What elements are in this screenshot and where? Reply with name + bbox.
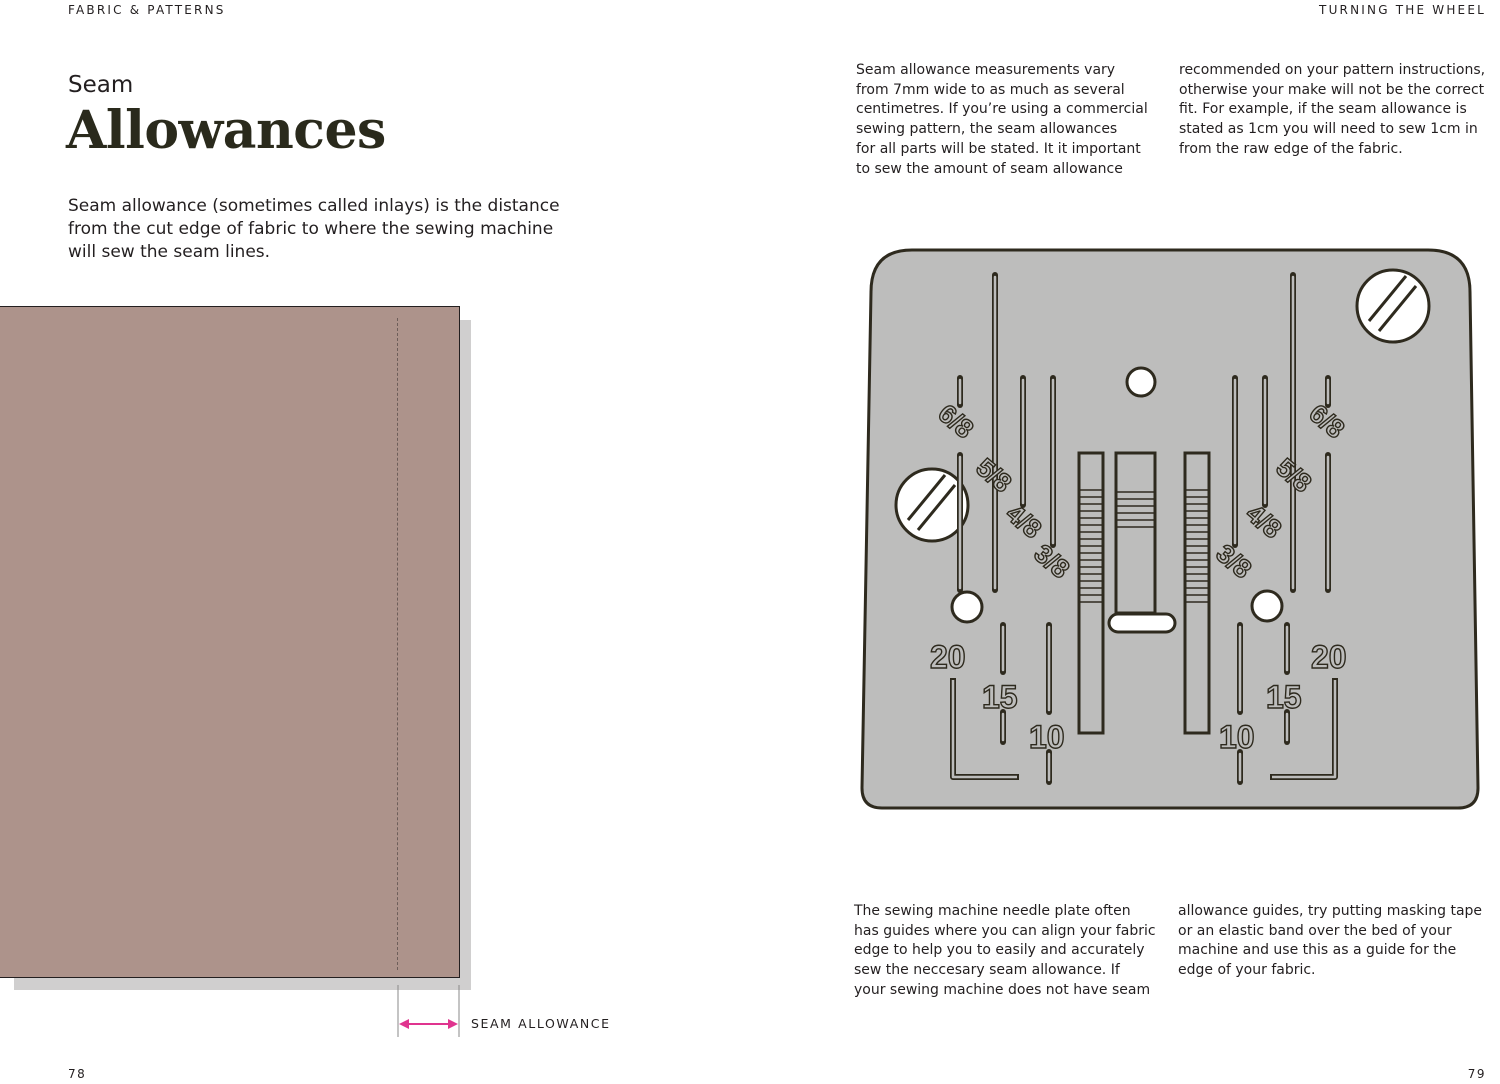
intro-line: will sew the seam lines. bbox=[68, 242, 271, 262]
intro-line: from the cut edge of fabric to where the sewing machine bbox=[68, 219, 554, 239]
needle-slot-icon bbox=[1109, 614, 1175, 632]
label-twenty-right: 20 bbox=[1311, 639, 1347, 675]
intro-paragraph bbox=[68, 195, 568, 264]
label-fifteen-left: 15 bbox=[982, 679, 1018, 715]
label-five-eighths-left: 5/8 bbox=[970, 452, 1018, 499]
text-line: machine and use this as a guide for the bbox=[1178, 942, 1457, 959]
text-line: or an elastic band over the bed of your bbox=[1178, 922, 1452, 939]
label-twenty-left: 20 bbox=[930, 639, 966, 675]
page-number-right: 79 bbox=[1467, 1067, 1486, 1081]
label-five-eighths-right: 5/8 bbox=[1270, 452, 1318, 499]
label-fifteen-right: 15 bbox=[1266, 679, 1302, 715]
text-line: edge of your fabric. bbox=[1178, 962, 1316, 979]
text-line: from the raw edge of the fabric. bbox=[1179, 140, 1403, 157]
guide-hole-right-icon bbox=[1252, 591, 1282, 621]
text-line: stated as 1cm you will need to sew 1cm in bbox=[1179, 121, 1478, 138]
arrow-head-left-icon bbox=[399, 1019, 409, 1029]
page-title: Allowances bbox=[66, 100, 386, 161]
label-ten-right: 10 bbox=[1219, 719, 1255, 755]
screw-right-icon bbox=[1357, 270, 1429, 342]
text-line: fit. For example, if the seam allowance is bbox=[1179, 101, 1467, 118]
guide-hole-left-icon bbox=[952, 592, 982, 622]
text-line: edge to help you to easily and accurately bbox=[854, 942, 1145, 959]
top-column-2 bbox=[1179, 61, 1489, 160]
needle-plate-illustration bbox=[855, 243, 1485, 818]
label-four-eighths-right: 4/8 bbox=[1240, 498, 1288, 545]
text-line: The sewing machine needle plate often bbox=[854, 903, 1131, 919]
page-number-left: 78 bbox=[68, 1067, 87, 1081]
text-line: allowance guides, try putting masking tape bbox=[1178, 903, 1483, 919]
text-line: to sew the amount of seam allowance bbox=[856, 160, 1123, 177]
label-six-eighths-right: 6/8 bbox=[1303, 398, 1351, 445]
fabric-swatch bbox=[0, 306, 460, 978]
label-four-eighths-left: 4/8 bbox=[1000, 498, 1048, 545]
bobbin-hole-icon bbox=[1127, 368, 1155, 396]
text-line: your sewing machine does not have seam bbox=[854, 981, 1151, 998]
label-three-eighths-left: 3/8 bbox=[1028, 538, 1076, 585]
text-line: sew the neccesary seam allowance. If bbox=[854, 962, 1120, 979]
text-line: Seam allowance measurements vary bbox=[856, 62, 1116, 78]
label-three-eighths-right: 3/8 bbox=[1210, 538, 1258, 585]
text-line: has guides where you can align your fabric bbox=[854, 922, 1156, 939]
seam-allowance-caption: SEAM ALLOWANCE bbox=[471, 1016, 611, 1031]
text-line: otherwise your make will not be the correct bbox=[1179, 81, 1485, 98]
text-line: from 7mm wide to as much as several bbox=[856, 81, 1125, 98]
intro-line: Seam allowance (sometimes called inlays) is the distance bbox=[68, 196, 560, 216]
text-line: for all parts will be stated. It it important bbox=[856, 140, 1141, 157]
arrow-head-right-icon bbox=[448, 1019, 458, 1029]
text-line: sewing pattern, the seam allowances bbox=[856, 121, 1118, 138]
label-six-eighths-left: 6/8 bbox=[932, 398, 980, 445]
title-kicker: Seam bbox=[68, 72, 134, 98]
text-line: recommended on your pattern instructions, bbox=[1179, 62, 1486, 78]
bottom-column-1 bbox=[854, 902, 1164, 1001]
top-column-1 bbox=[856, 61, 1166, 179]
stitch-line bbox=[397, 318, 398, 970]
label-ten-left: 10 bbox=[1029, 719, 1065, 755]
running-head-right: TURNING THE WHEEL bbox=[1319, 3, 1486, 17]
bottom-column-2 bbox=[1178, 902, 1488, 981]
text-line: centimetres. If you’re using a commercial bbox=[856, 101, 1148, 118]
seam-allowance-indicator bbox=[380, 985, 480, 1045]
running-head-left: FABRIC & PATTERNS bbox=[68, 3, 226, 17]
